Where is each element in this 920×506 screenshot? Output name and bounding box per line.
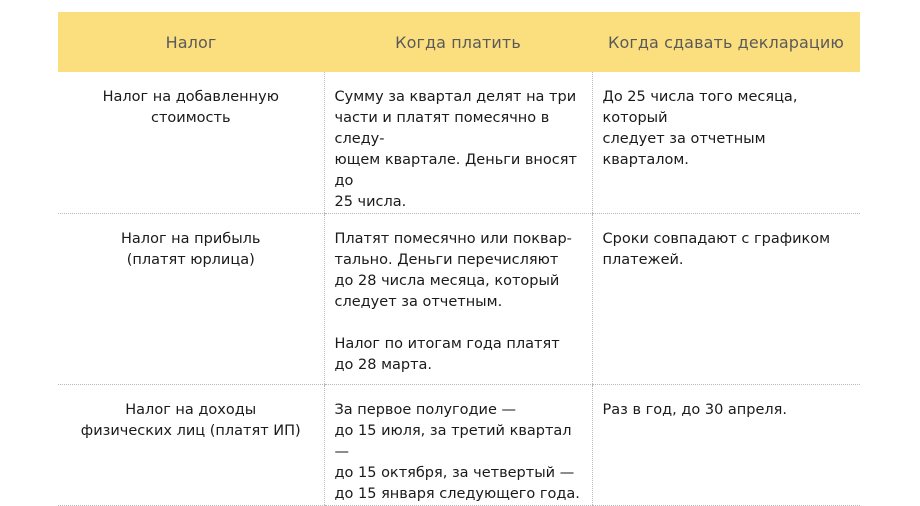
table-header — [58, 12, 860, 72]
when-pay-text: Налог по итогам года платят до 28 марта. — [334, 336, 560, 373]
table-row — [58, 214, 860, 385]
when-declare-text: Сроки совпадают с графиком платежей. — [602, 231, 831, 268]
when-pay-text: Сумму за квартал делят на три части и платят помесячно в следу- ющем квартале. Деньги вносят до 25 числа. — [334, 89, 577, 210]
when-declare-cell — [592, 385, 860, 506]
paragraph-gap — [335, 313, 582, 334]
tax-name-cell — [58, 72, 324, 214]
header-when-declare: Когда сдавать декларацию — [592, 12, 860, 72]
when-pay-cell — [324, 385, 592, 506]
when-declare-text: До 25 числа того месяца, который следует за отчетным кварталом. — [602, 89, 798, 168]
when-declare-text: Раз в год, до 30 апреля. — [602, 402, 787, 418]
tax-name-cell — [58, 385, 324, 506]
table-row — [58, 72, 860, 214]
header-tax: Налог — [58, 12, 324, 72]
tax-name-cell — [58, 214, 324, 385]
when-pay-cell — [324, 72, 592, 214]
table-row — [58, 385, 860, 506]
when-declare-cell — [592, 214, 860, 385]
tax-name: Налог на прибыль (платят юрлица) — [121, 231, 261, 268]
header-when-pay: Когда платить — [324, 12, 592, 72]
when-pay-text: Платят помесячно или поквар- тально. Деньги перечисляют до 28 числа месяца, который следует за отчетным. — [334, 231, 572, 310]
tax-name: Налог на доходы физических лиц (платят ИП) — [80, 402, 301, 439]
when-declare-cell — [592, 72, 860, 214]
tax-name: Налог на добавленную стоимость — [102, 89, 279, 126]
when-pay-text: За первое полугодие — до 15 июля, за третий квартал — до 15 октября, за четвертый — до 15 января следующего года. — [334, 402, 580, 502]
when-pay-cell — [324, 214, 592, 385]
tax-deadlines-table — [58, 12, 860, 506]
